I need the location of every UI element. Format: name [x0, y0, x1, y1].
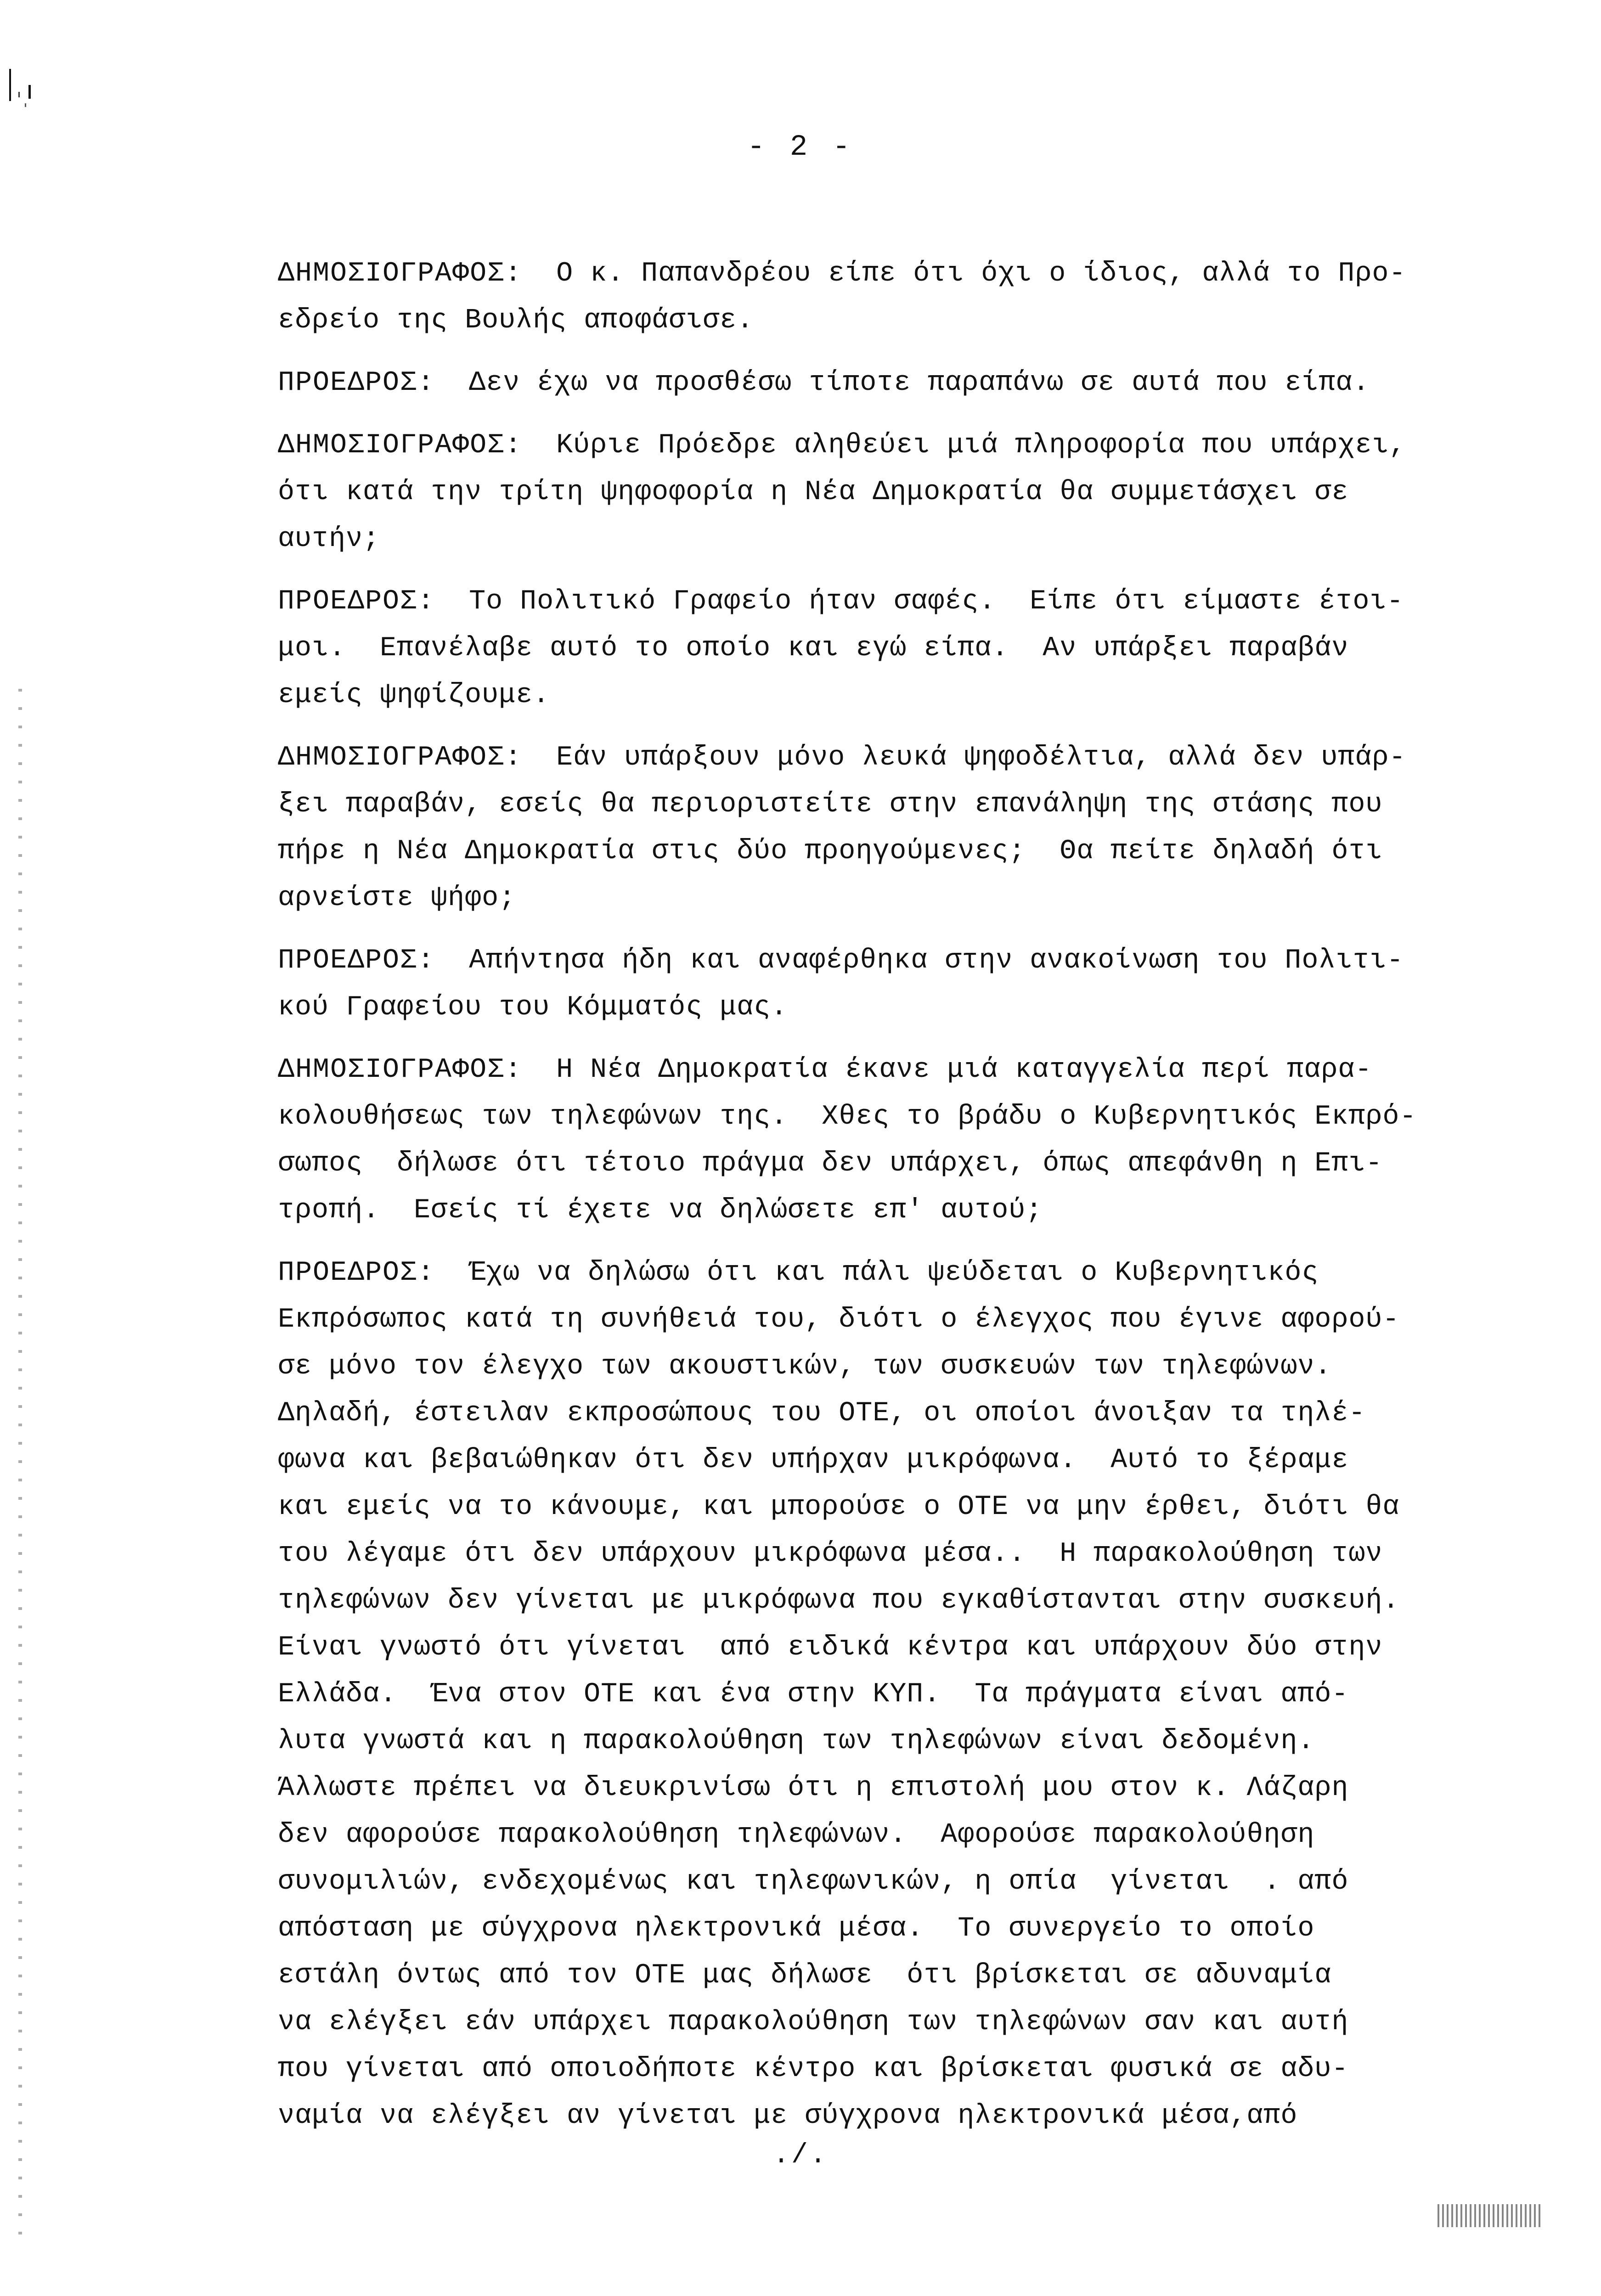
speaker-label: ΔΗΜΟΣΙΟΓΡΑΦΟΣ: — [278, 258, 523, 289]
transcript-line — [278, 1952, 1527, 1999]
speaker-label: ΠΡΟΕΔΡΟΣ: — [278, 1257, 435, 1289]
line-text: σωπος δήλωσε ότι τέτοιο πράγμα δεν υπάρχει, όπως απεφάνθη η Επι- — [278, 1148, 1383, 1179]
line-text: αρνείστε ψήφο; — [278, 883, 516, 914]
line-text: και εμείς να το κάνουμε, και μπορούσε ο ΟΤΕ να μην έρθει, διότι θα — [278, 1491, 1400, 1523]
line-text: κού Γραφείου του Κόμματός μας. — [278, 992, 788, 1023]
transcript-exchange — [278, 937, 1527, 1031]
transcript-exchange — [278, 250, 1527, 344]
transcript-line — [278, 1296, 1527, 1343]
transcript-line — [278, 1858, 1527, 1905]
transcript-line — [278, 1718, 1527, 1765]
transcript-line — [278, 516, 1527, 563]
line-text: Εκπρόσωπος κατά τη συνήθειά του, διότι ο έλεγχος που έγινε αφορού- — [278, 1304, 1400, 1335]
line-text: Ελλάδα. Ένα στον ΟΤΕ και ένα στην ΚΥΠ. Τα πράγματα είναι από- — [278, 1679, 1349, 1710]
transcript-line — [278, 1249, 1527, 1296]
transcript-exchange — [278, 734, 1527, 922]
transcript-exchange — [278, 422, 1527, 563]
transcript-line — [278, 360, 1527, 406]
line-text: φωνα και βεβαιώθηκαν ότι δεν υπήρχαν μικρόφωνα. Αυτό το ξέραμε — [278, 1445, 1349, 1476]
transcript-line — [278, 984, 1527, 1031]
transcript-line — [278, 1671, 1527, 1718]
transcript-line — [278, 578, 1527, 625]
line-text: του λέγαμε ότι δεν υπάρχουν μικρόφωνα μέσα.. Η παρακολούθηση των — [278, 1538, 1383, 1570]
transcript-line — [278, 250, 1527, 297]
line-text: εμείς ψηφίζουμε. — [278, 680, 550, 711]
line-text: Δηλαδή, έστειλαν εκπροσώπους του ΟΤΕ, οι οποίοι άνοιξαν τα τηλέ- — [278, 1398, 1366, 1429]
line-text: που γίνεται από οποιοδήποτε κέντρο και βρίσκεται φυσικά σε αδυ- — [278, 2054, 1349, 2085]
transcript-line — [278, 828, 1527, 875]
line-text: Άλλωστε πρέπει να διευκρινίσω ότι η επιστολή μου στον κ. Λάζαρη — [278, 1773, 1349, 1804]
transcript-line — [278, 1047, 1527, 1093]
transcript-line — [278, 1187, 1527, 1234]
transcript-line — [278, 2046, 1527, 2093]
line-text: Ο κ. Παπανδρέου είπε ότι όχι ο ίδιος, αλλά το Προ- — [556, 258, 1406, 289]
line-text: πήρε η Νέα Δημοκρατία στις δύο προηγούμενες; Θα πείτε δηλαδή ότι — [278, 836, 1383, 867]
line-text: δεν αφορούσε παρακολούθηση τηλεφώνων. Αφορούσε παρακολούθηση — [278, 1819, 1315, 1851]
transcript-exchange — [278, 578, 1527, 719]
transcript-line — [278, 1999, 1527, 2046]
line-text: Έχω να δηλώσω ότι και πάλι ψεύδεται ο Κυβερνητικός — [469, 1257, 1319, 1289]
line-text: Είναι γνωστό ότι γίνεται από ειδικά κέντρα και υπάρχουν δύο στην — [278, 1632, 1383, 1663]
transcript-line — [278, 1343, 1527, 1390]
margin-scan-dots — [18, 689, 22, 2250]
line-text: απόσταση με σύγχρονα ηλεκτρονικά μέσα. Το συνεργείο το οποίο — [278, 1913, 1315, 1944]
line-text: Εάν υπάρξουν μόνο λευκά ψηφοδέλτια, αλλά δεν υπάρ- — [556, 742, 1406, 773]
transcript-line — [278, 1140, 1527, 1187]
line-text: Το Πολιτικό Γραφείο ήταν σαφές. Είπε ότι είμαστε έτοι- — [469, 586, 1404, 617]
speaker-label: ΔΗΜΟΣΙΟΓΡΑΦΟΣ: — [278, 1054, 523, 1086]
line-text: λυτα γνωστά και η παρακολούθηση των τηλεφώνων είναι δεδομένη. — [278, 1726, 1315, 1757]
line-text: συνομιλιών, ενδεχομένως και τηλεφωνικών, η οπία γίνεται . από — [278, 1866, 1349, 1897]
scan-artifact-mark — [6, 64, 38, 115]
transcript-line — [278, 1437, 1527, 1484]
line-text: σε μόνο τον έλεγχο των ακουστικών, των συσκευών των τηλεφώνων. — [278, 1351, 1332, 1382]
transcript-exchange — [278, 1249, 1527, 2139]
continuation-mark: ./. — [772, 2140, 829, 2171]
speaker-label: ΔΗΜΟΣΙΟΓΡΑΦΟΣ: — [278, 430, 523, 461]
line-text: αυτήν; — [278, 523, 380, 555]
speaker-label: ΠΡΟΕΔΡΟΣ: — [278, 945, 435, 976]
transcript-line — [278, 1531, 1527, 1577]
speaker-label: ΠΡΟΕΔΡΟΣ: — [278, 586, 435, 617]
line-text: Δεν έχω να προσθέσω τίποτε παραπάνω σε αυτά που είπα. — [469, 367, 1370, 399]
line-text: Απήντησα ήδη και αναφέρθηκα στην ανακοίνωση του Πολιτι- — [469, 945, 1404, 976]
line-text: εδρείο της Βουλής αποφάσισε. — [278, 305, 754, 336]
transcript-line — [278, 469, 1527, 516]
transcript-line — [278, 1624, 1527, 1671]
line-text: κολουθήσεως των τηλεφώνων της. Χθες το βράδυ ο Κυβερνητικός Εκπρό- — [278, 1101, 1417, 1132]
transcript-exchange — [278, 360, 1527, 406]
transcript-line — [278, 2093, 1527, 2139]
transcript-line — [278, 937, 1527, 984]
transcript-line — [278, 781, 1527, 828]
transcript-exchange — [278, 1047, 1527, 1234]
transcript-line — [278, 672, 1527, 719]
transcript-line — [278, 1812, 1527, 1858]
transcript-line — [278, 734, 1527, 781]
line-text: ξει παραβάν, εσείς θα περιοριστείτε στην επανάληψη της στάσης που — [278, 789, 1383, 820]
transcript-line — [278, 625, 1527, 672]
line-text: Η Νέα Δημοκρατία έκανε μιά καταγγελία περί παρα- — [556, 1054, 1372, 1086]
transcript-line — [278, 1577, 1527, 1624]
scan-stamp-artifact — [1438, 2204, 1543, 2227]
transcript-line — [278, 1905, 1527, 1952]
transcript-line — [278, 875, 1527, 922]
line-text: Κύριε Πρόεδρε αληθεύει μιά πληροφορία που υπάρχει, — [556, 430, 1406, 461]
line-text: να ελέγξει εάν υπάρχει παρακολούθηση των τηλεφώνων σαν και αυτή — [278, 2007, 1349, 2038]
transcript-line — [278, 1390, 1527, 1437]
line-text: μοι. Επανέλαβε αυτό το οποίο και εγώ είπα. Αν υπάρξει παραβάν — [278, 633, 1349, 664]
line-text: εστάλη όντως από τον ΟΤΕ μας δήλωσε ότι βρίσκεται σε αδυναμία — [278, 1960, 1332, 1991]
line-text: ναμία να ελέγξει αν γίνεται με σύγχρονα ηλεκτρονικά μέσα,από — [278, 2100, 1298, 2132]
transcript-line — [278, 1093, 1527, 1140]
speaker-label: ΔΗΜΟΣΙΟΓΡΑΦΟΣ: — [278, 742, 523, 773]
line-text: ότι κατά την τρίτη ψηφοφορία η Νέα Δημοκρατία θα συμμετάσχει σε — [278, 477, 1349, 508]
transcript-line — [278, 297, 1527, 344]
transcript-body — [278, 250, 1527, 2155]
transcript-line — [278, 422, 1527, 469]
transcript-line — [278, 1484, 1527, 1531]
page-number: - 2 - — [747, 131, 854, 164]
line-text: τηλεφώνων δεν γίνεται με μικρόφωνα που εγκαθίστανται στην συσκευή. — [278, 1585, 1400, 1616]
line-text: τροπή. Εσείς τί έχετε να δηλώσετε επ' αυτού; — [278, 1195, 1043, 1226]
transcript-line — [278, 1765, 1527, 1812]
speaker-label: ΠΡΟΕΔΡΟΣ: — [278, 367, 435, 399]
